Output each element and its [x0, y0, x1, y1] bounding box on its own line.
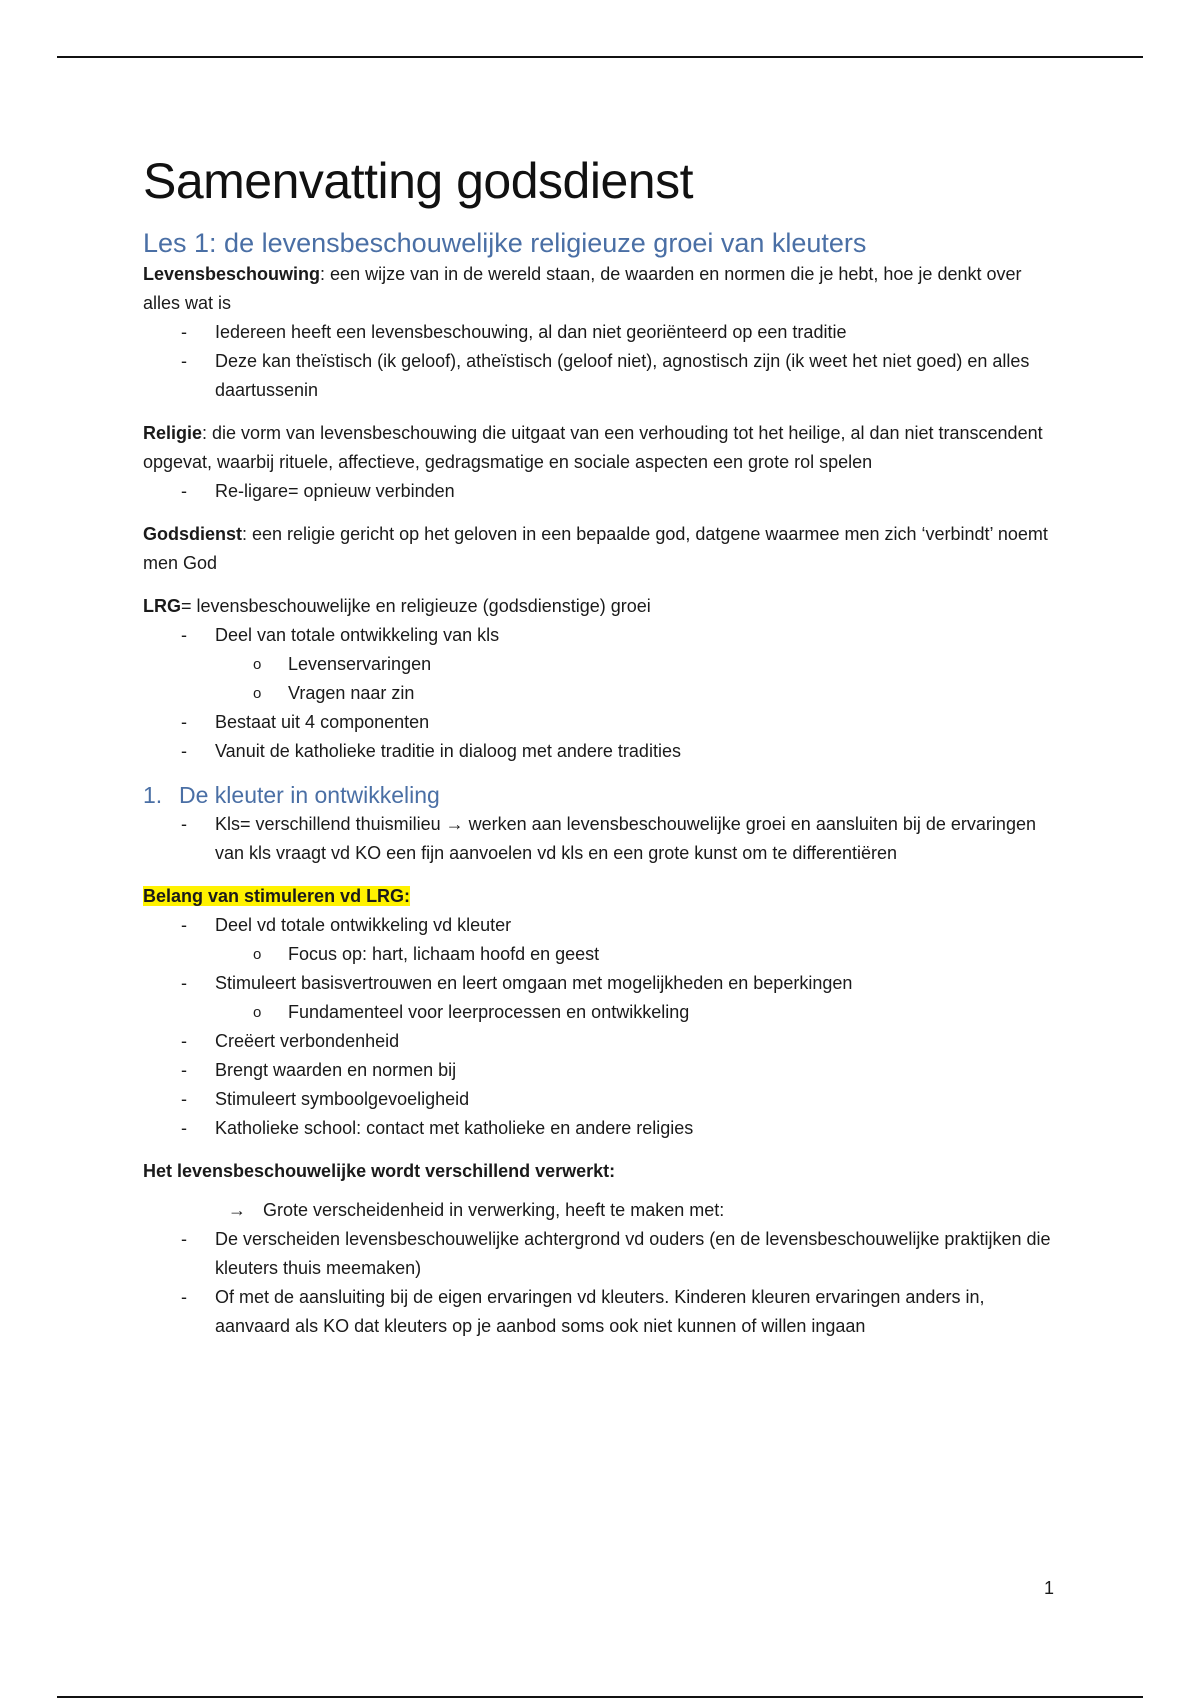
term-lrg: LRG — [143, 596, 181, 616]
term-godsdienst: Godsdienst — [143, 524, 243, 544]
list-item-text: Iedereen heeft een levensbeschouwing, al dan niet georiënteerd op een traditie — [215, 322, 847, 342]
list-item-text: Bestaat uit 4 componenten — [215, 712, 430, 732]
circle-bullet: o — [253, 1004, 262, 1021]
bold-heading: Het levensbeschouwelijke wordt verschillend verwerkt: — [143, 1161, 616, 1181]
dash-bullet: - — [181, 1287, 187, 1307]
header-rule — [57, 56, 1143, 58]
list-item — [143, 1056, 1058, 1085]
list-item — [143, 737, 1058, 766]
list-item — [143, 318, 1058, 347]
list-item — [143, 1085, 1058, 1114]
sub-list-item — [143, 650, 1058, 679]
list-item-text: Vragen naar zin — [288, 683, 415, 703]
list-item-text: Deel vd totale ontwikkeling vd kleuter — [215, 915, 512, 935]
bullet-list — [143, 1027, 1058, 1143]
list-item-text: Of met de aansluiting bij de eigen ervaringen vd kleuters. Kinderen kleuren ervaringen anders in, aanvaard als KO dat kleuters op je aanbod soms ook niet kunnen of willen ingaan — [215, 1287, 985, 1336]
circle-bullet: o — [253, 685, 262, 702]
sub-bullet-list — [143, 998, 1058, 1027]
list-item-text: Stimuleert symboolgevoeligheid — [215, 1089, 470, 1109]
list-item — [143, 810, 1058, 868]
list-item-text: Stimuleert basisvertrouwen en leert omgaan met mogelijkheden en beperkingen — [215, 973, 853, 993]
dash-bullet: - — [181, 481, 187, 501]
list-item-text: werken aan levensbeschouwelijke groei en aansluiten bij de ervaringen van kls vraagt vd KO een fijn aanvoelen vd kls en een grote kunst om te differentiëren — [215, 814, 1036, 863]
list-item-text: De verscheiden levensbeschouwelijke achtergrond vd ouders (en de levensbeschouwelijke praktijken die kleuters thuis meemaken) — [215, 1229, 1051, 1278]
belang-heading-line — [143, 882, 1058, 911]
circle-bullet: o — [253, 656, 262, 673]
list-item — [143, 1225, 1058, 1283]
dash-bullet: - — [181, 351, 187, 371]
term-levensbeschouwing: Levensbeschouwing — [143, 264, 321, 284]
dash-bullet: - — [181, 915, 187, 935]
definition-godsdienst — [143, 520, 1058, 578]
bullet-list — [143, 477, 1058, 506]
dash-bullet: - — [181, 1089, 187, 1109]
list-item-text: Kls= verschillend thuismilieu — [215, 814, 446, 834]
page-number: 1 — [1044, 1578, 1055, 1598]
footer-rule — [57, 1696, 1143, 1698]
list-item-text: Levenservaringen — [288, 654, 432, 674]
section-number: 1. — [143, 782, 163, 808]
list-item — [143, 708, 1058, 737]
sub-list-item — [143, 998, 1058, 1027]
dash-bullet: - — [181, 973, 187, 993]
dash-bullet: - — [181, 1118, 187, 1138]
list-item-text: Creëert verbondenheid — [215, 1031, 400, 1051]
arrow-line — [143, 1196, 1058, 1225]
lesson-heading: Les 1: de levensbeschouwelijke religieuze groei van kleuters — [143, 228, 867, 258]
arrow-right-icon: → — [445, 814, 464, 834]
list-item — [143, 1114, 1058, 1143]
sub-bullet-list — [143, 650, 1058, 708]
term-religie: Religie — [143, 423, 203, 443]
sub-bullet-list — [143, 940, 1058, 969]
bullet-list — [143, 969, 1058, 998]
section-title: De kleuter in ontwikkeling — [179, 782, 440, 808]
list-item-text: Focus op: hart, lichaam hoofd en geest — [288, 944, 600, 964]
definition-text: : een religie gericht op het geloven in een bepaalde god, datgene waarmee men zich ‘verbindt’ noemt men God — [143, 524, 1048, 573]
dash-bullet: - — [181, 1229, 187, 1249]
list-item — [143, 969, 1058, 998]
sub-list-item — [143, 940, 1058, 969]
definition-text: : een wijze van in de wereld staan, de waarden en normen die je hebt, hoe je denkt over alles wat is — [143, 264, 1022, 313]
list-item-text: Katholieke school: contact met katholieke en andere religies — [215, 1118, 694, 1138]
dash-bullet: - — [181, 741, 187, 761]
arrow-right-icon: → — [228, 1200, 246, 1220]
document-title: Samenvatting godsdienst — [143, 153, 693, 209]
arrow-line-text: Grote verscheidenheid in verwerking, heeft te maken met: — [263, 1200, 725, 1220]
bullet-list — [143, 810, 1058, 868]
bullet-list — [143, 621, 1058, 650]
list-item-text: Deze kan theïstisch (ik geloof), atheïstisch (geloof niet), agnostisch zijn (ik weet het niet goed) en alles daartussenin — [215, 351, 1030, 400]
list-item — [143, 347, 1058, 405]
dash-bullet: - — [181, 712, 187, 732]
highlighted-heading: Belang van stimuleren vd LRG: — [143, 886, 411, 906]
list-item-text: Brengt waarden en normen bij — [215, 1060, 457, 1080]
definition-text: = levensbeschouwelijke en religieuze (godsdienstige) groei — [181, 596, 651, 616]
section-heading — [143, 780, 1058, 810]
definition-lrg — [143, 592, 1058, 621]
bullet-list — [143, 1225, 1058, 1341]
bullet-list — [143, 911, 1058, 940]
document-page — [143, 150, 1058, 1341]
dash-bullet: - — [181, 814, 187, 834]
dash-bullet: - — [181, 322, 187, 342]
circle-bullet: o — [253, 946, 262, 963]
list-item — [143, 477, 1058, 506]
list-item — [143, 911, 1058, 940]
list-item — [143, 621, 1058, 650]
list-item-text: Deel van totale ontwikkeling van kls — [215, 625, 500, 645]
bullet-list — [143, 708, 1058, 766]
list-item — [143, 1283, 1058, 1341]
dash-bullet: - — [181, 1031, 187, 1051]
definition-levensbeschouwing — [143, 260, 1058, 318]
list-item-text: Vanuit de katholieke traditie in dialoog met andere tradities — [215, 741, 681, 761]
list-item-text: Fundamenteel voor leerprocessen en ontwikkeling — [288, 1002, 690, 1022]
dash-bullet: - — [181, 1060, 187, 1080]
dash-bullet: - — [181, 625, 187, 645]
sub-list-item — [143, 679, 1058, 708]
bullet-list — [143, 318, 1058, 405]
list-item-text: Re-ligare= opnieuw verbinden — [215, 481, 455, 501]
definition-religie — [143, 419, 1058, 477]
list-item — [143, 1027, 1058, 1056]
verwerkt-heading-line — [143, 1157, 1058, 1186]
definition-text: : die vorm van levensbeschouwing die uitgaat van een verhouding tot het heilige, al dan niet transcendent opgevat, waarbij rituele, affectieve, gedragsmatige en sociale aspecten een grote rol spelen — [143, 423, 1043, 472]
